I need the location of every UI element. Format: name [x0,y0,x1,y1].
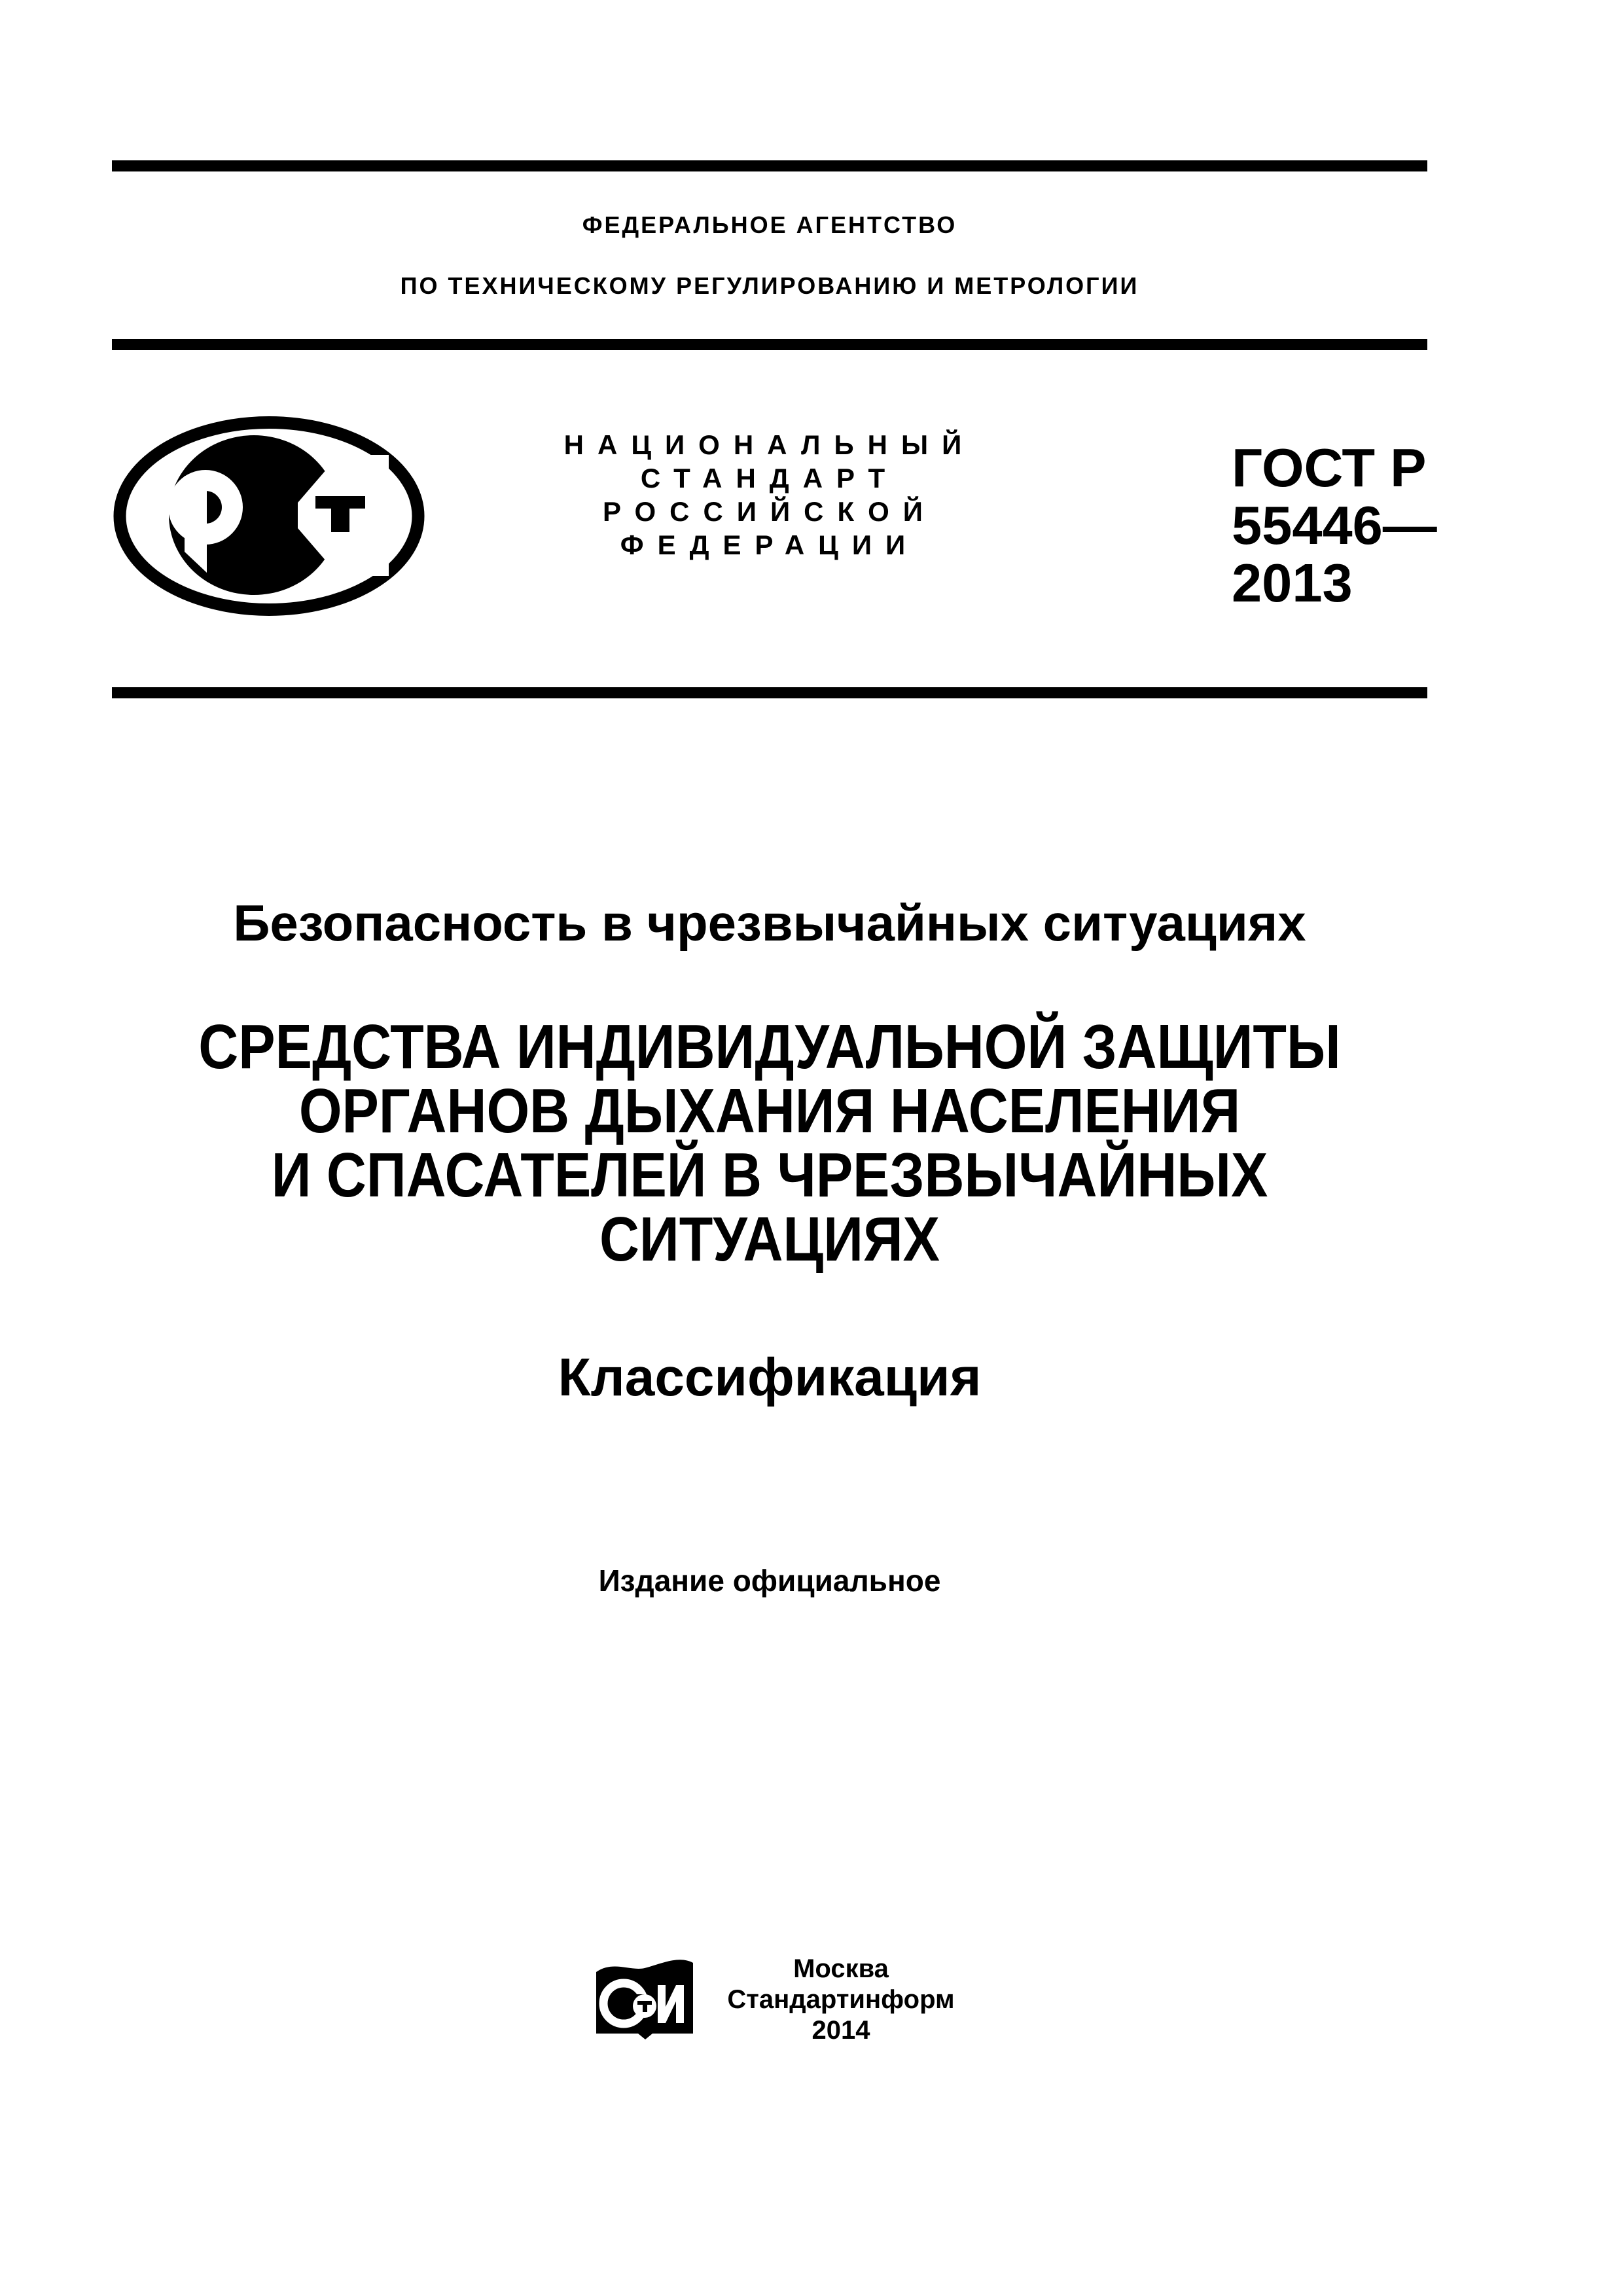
main-title [191,1012,1349,1274]
standard-designation [1232,439,1437,612]
main-title-line: СИТУАЦИЯХ [599,1204,940,1274]
agency-name-line2: ПО ТЕХНИЧЕСКОМУ РЕГУЛИРОВАНИЮ И МЕТРОЛОГИИ [400,272,1139,299]
designation-line3: 2013 [1232,552,1353,613]
main-title-line: И СПАСАТЕЛЕЙ В ЧРЕЗВЫЧАЙНЫХ [271,1140,1268,1210]
main-title-line: ОРГАНОВ ДЫХАНИЯ НАСЕЛЕНИЯ [298,1076,1241,1146]
header-bottom-rule [112,339,1427,350]
imprint-publisher: Стандартинформ [727,1985,955,2014]
standard-kind-line: РОССИЙСКОЙ [603,496,936,527]
imprint-city: Москва [793,1954,889,1983]
band-bottom-rule [112,687,1427,698]
designation-line1: ГОСТ Р [1232,437,1427,498]
designation-line2: 55446— [1232,495,1437,556]
standard-kind-line: НАЦИОНАЛЬНЫЙ [563,429,976,460]
imprint-block [645,1954,1037,2046]
imprint-year: 2014 [812,2016,870,2045]
standard-kind-line: СТАНДАРТ [640,463,899,493]
main-title-line: СРЕДСТВА ИНДИВИДУАЛЬНОЙ ЗАЩИТЫ [198,1012,1341,1082]
subject-line: Безопасность в чрезвычайных ситуациях [233,894,1306,952]
top-rule [112,160,1427,171]
agency-name-line1: ФЕДЕРАЛЬНОЕ АГЕНТСТВО [582,211,957,238]
standard-kind-line: ФЕДЕРАЦИИ [620,529,919,560]
standard-kind-label [112,428,1427,562]
subtitle: Классификация [558,1348,982,1407]
edition-note: Издание официальное [598,1564,941,1598]
